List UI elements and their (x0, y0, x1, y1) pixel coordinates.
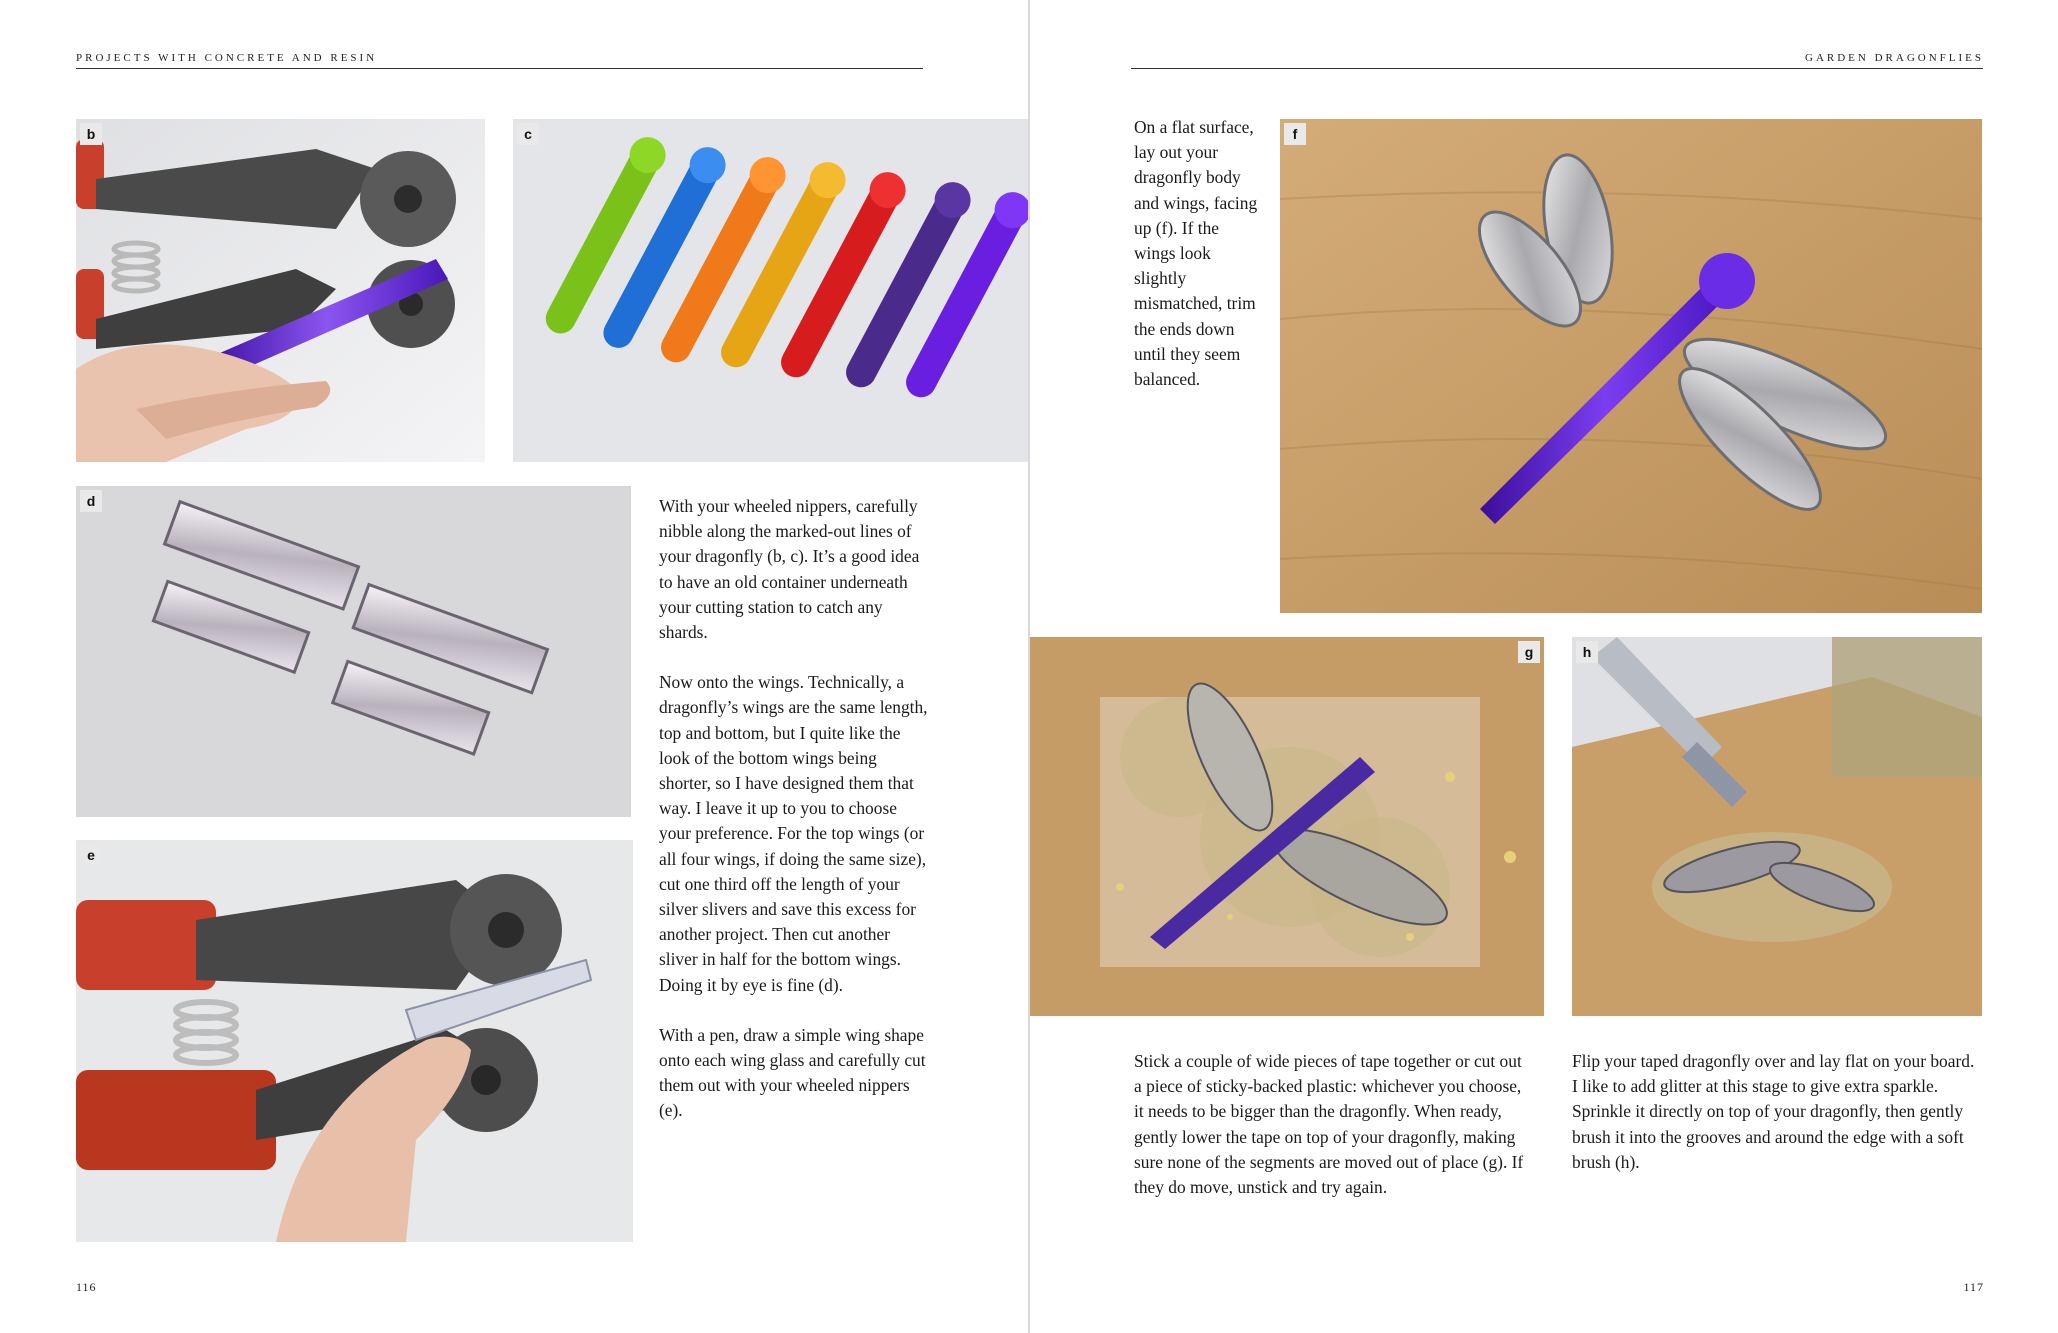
photo-b-nippers-cutting-purple-glass (76, 119, 485, 462)
right-paragraph-f: On a flat surface, lay out your dragonfly body and wings, facing up (f). If the wings look slightly mismatched, trim the ends down until they seem balanced. (1134, 117, 1258, 390)
photo-label-c: c (517, 123, 539, 145)
photo-g-tape-over-dragonfly (1030, 637, 1544, 1016)
left-paragraph-2: Now onto the wings. Technically, a dragonfly’s wings are the same length, top and bottom, but I quite like the look of the bottom wings being shorter, so I have designed them that way. I leave it up to you to choose your preference. For the top wings (or all four wings, if doing the same size), cut one third off the length of your silver slivers and save this excess for another project. Then cut another sliver in half for the bottom wings. Doing it by eye is fine (d). (659, 672, 928, 995)
right-paragraph-h: Flip your taped dragonfly over and lay flat on your board. I like to add glitter at this stage to give extra sparkle. Sprinkle it directly on top of your dragonfly, then gently brush it into the grooves and around the edge with a soft brush (h). (1572, 1051, 1975, 1172)
photo-d-silver-slivers (76, 486, 631, 817)
photo-label-f: f (1284, 123, 1306, 145)
right-paragraph-g: Stick a couple of wide pieces of tape together or cut out a piece of sticky-backed plastic: whichever you choose, it needs to be bigger than the dragonfly. When ready, gently lower the tape on top of your dragonfly, making sure none of the segments are moved out of place (g). If they do move, unstick and try again. (1134, 1051, 1524, 1198)
photo-f-dragonfly-layout (1280, 119, 1982, 613)
photo-label-d: d (80, 490, 102, 512)
left-running-head: PROJECTS WITH CONCRETE AND RESIN (76, 52, 378, 64)
photo-label-g: g (1518, 641, 1540, 663)
photo-label-b: b (80, 123, 102, 145)
photo-label-h: h (1576, 641, 1598, 663)
photo-c-colored-glass-bodies (513, 119, 1028, 462)
left-body-text (659, 494, 929, 1149)
photo-e-nippers-cutting-wing (76, 840, 633, 1242)
left-page-number: 116 (76, 1280, 97, 1294)
left-paragraph-1: With your wheeled nippers, carefully nibble along the marked-out lines of your dragonfly (b, c). It’s a good idea to have an old container underneath your cutting station to catch any shards. (659, 496, 920, 643)
left-paragraph-3: With a pen, draw a simple wing shape onto each wing glass and carefully cut them out with your wheeled nippers (e). (659, 1024, 926, 1121)
right-page-number: 117 (1963, 1280, 1984, 1294)
right-running-head: GARDEN DRAGONFLIES (1805, 52, 1984, 64)
photo-label-e: e (80, 844, 102, 866)
photo-h-brushing-glitter (1572, 637, 1982, 1016)
left-header-rule (76, 68, 923, 69)
right-header-rule (1131, 68, 1983, 69)
